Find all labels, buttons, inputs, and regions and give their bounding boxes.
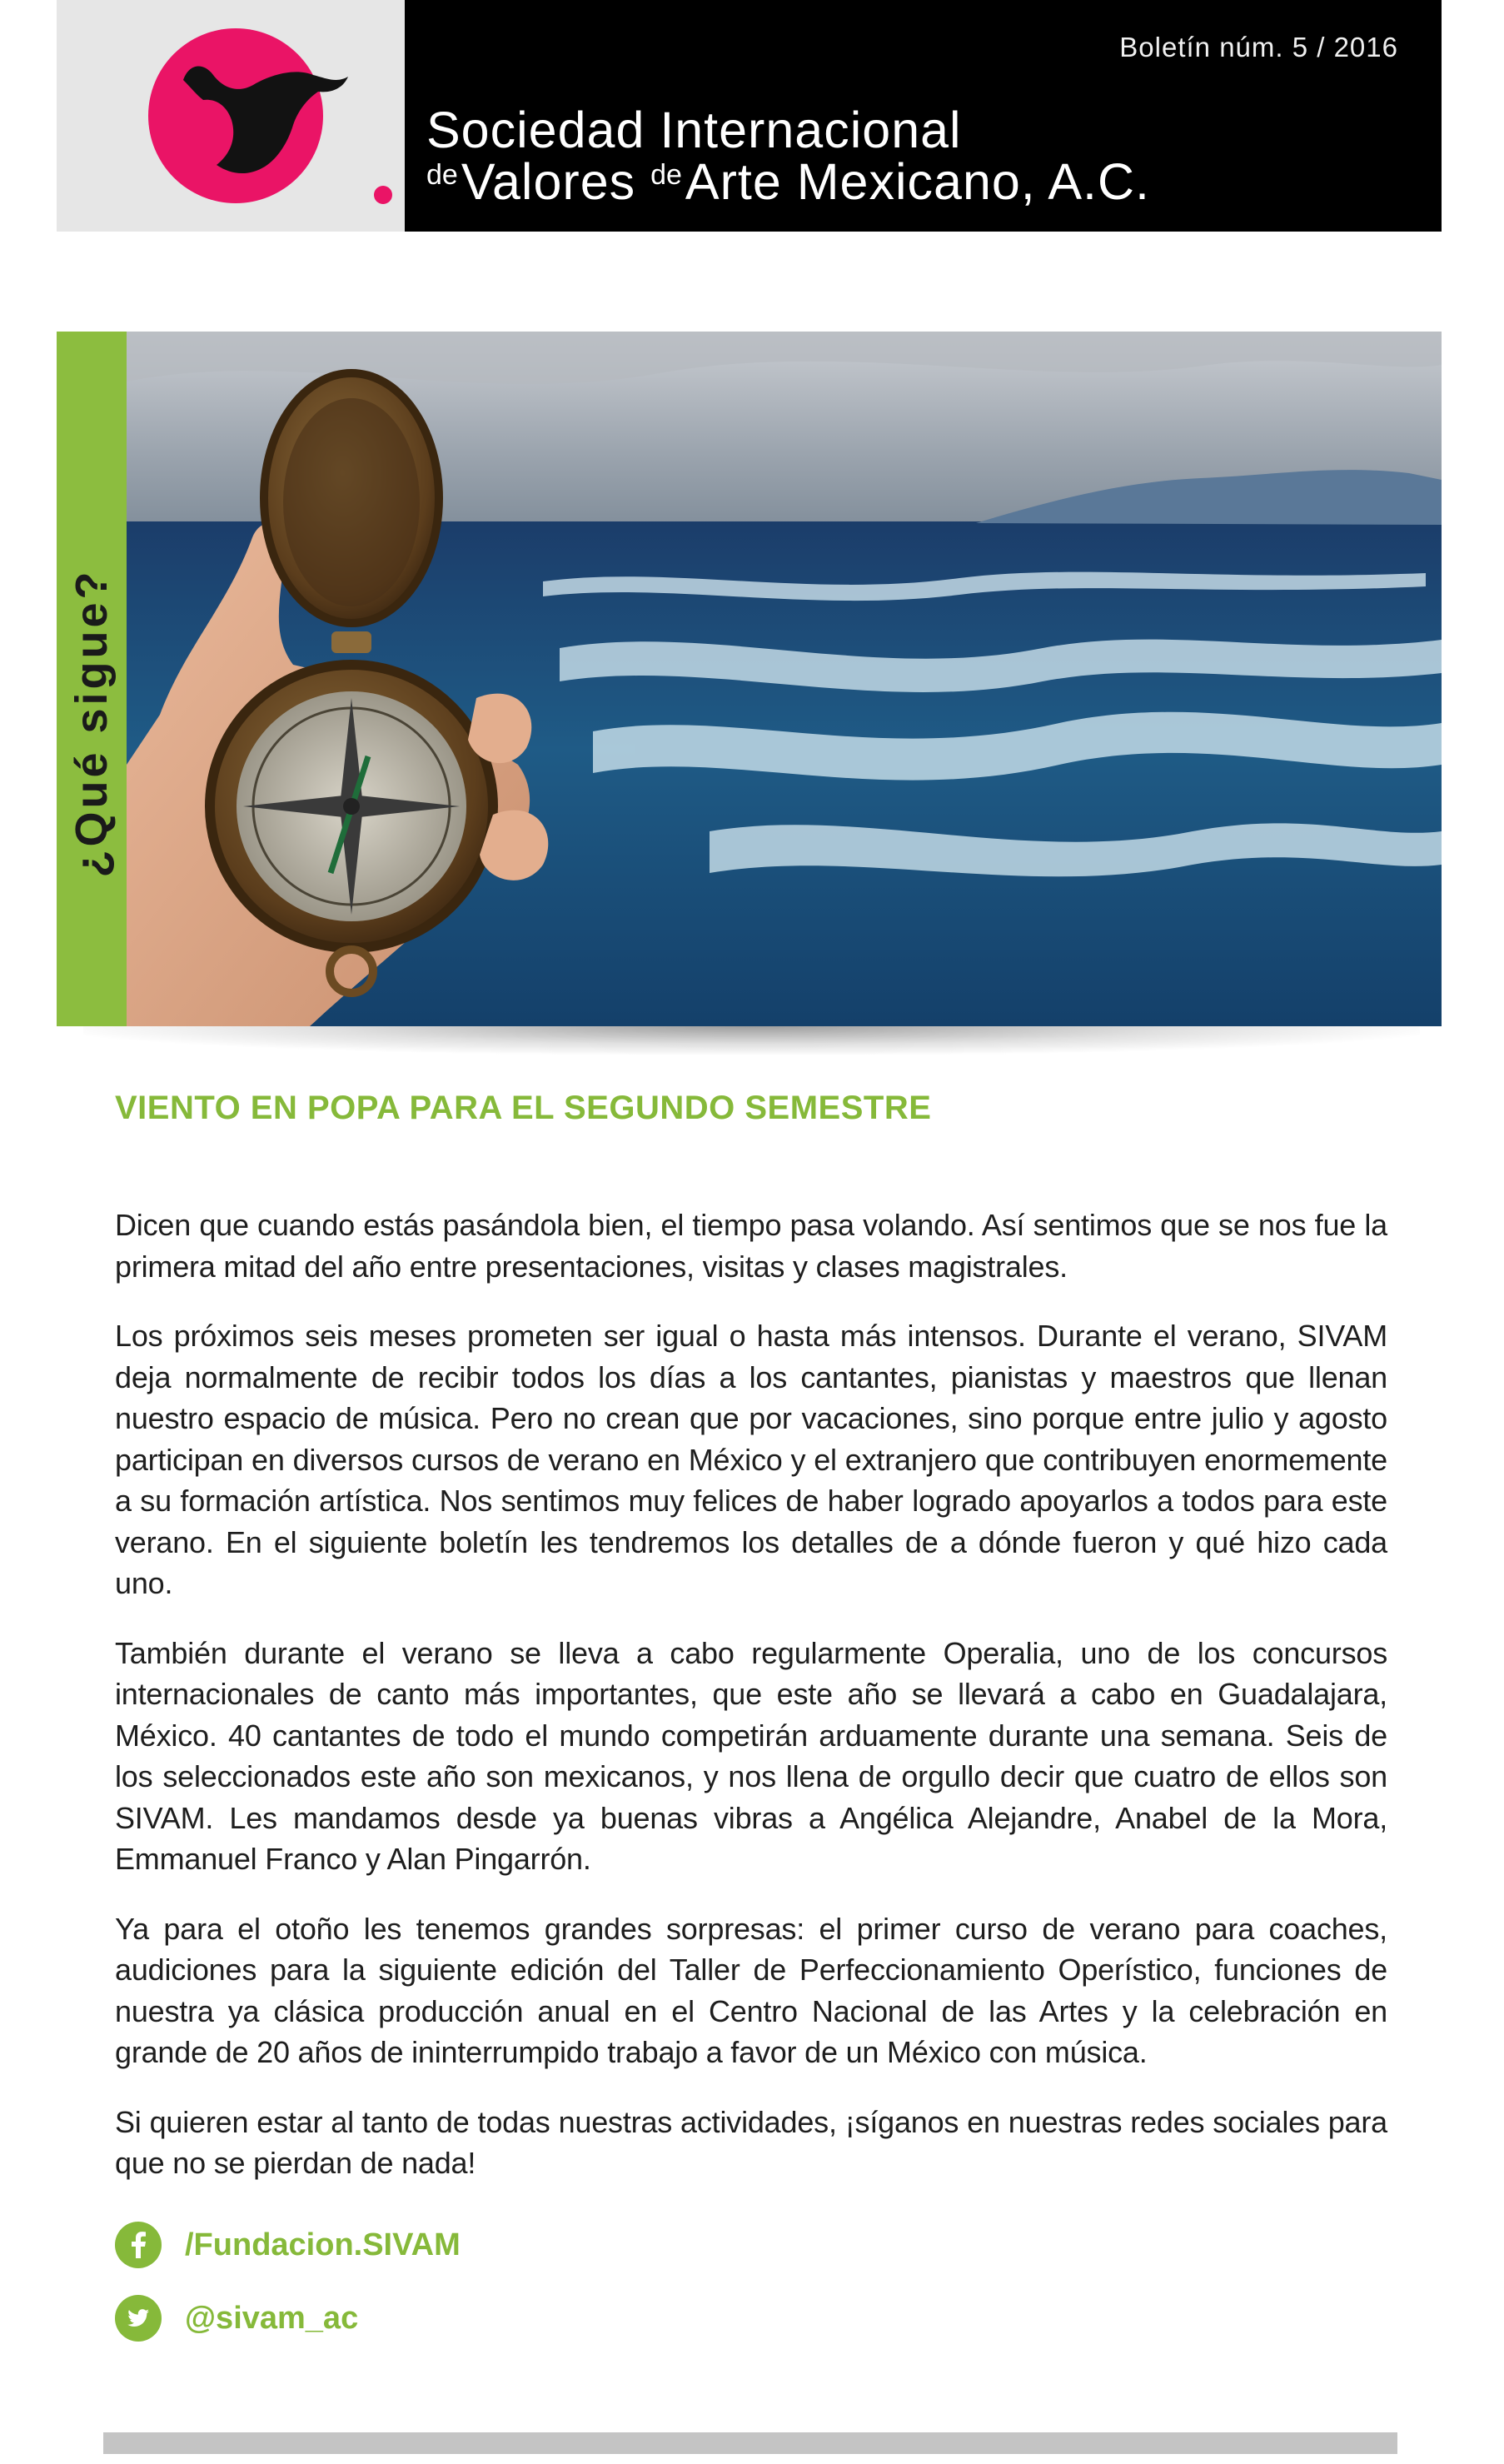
article-paragraph: También durante el verano se lleva a cabo regularmente Operalia, uno de los concursos internacionales de canto más importantes, que este año se llevará a cabo en Guadalajara, México. 40 cantantes de todo el mundo competirán arduamente durante una semana. Seis de los seleccionados este año son mexicanos, y nos llena de orgullo decir que cuatro de ellos son SIVAM. Les mandamos desde ya buenas vibras a Angélica Alejandre, Anabel de la Mora, Emmanuel Franco y Alan Pingarrón. bbox=[115, 1635, 1387, 1876]
article-paragraph: Ya para el otoño les tenemos grandes sorpresas: el primer curso de verano para coaches, audiciones para la siguiente edición del Taller de Perfeccionamiento Operístico, funciones de nuestra ya clásica producción anual en el Centro Nacional de las Artes y la celebración en grande de 20 años de ininterrumpido trabajo a favor de un México con música. bbox=[115, 1911, 1387, 2069]
article-paragraph: Si quieren estar al tanto de todas nuestras actividades, ¡síganos en nuestras redes sociales para que no se pierdan de nada! bbox=[115, 2104, 1387, 2180]
facebook-link[interactable] bbox=[115, 2222, 461, 2268]
article-headline: VIENTO EN POPA PARA EL SEGUNDO SEMESTRE bbox=[115, 1090, 932, 1126]
org-name-valores: Valores bbox=[461, 153, 636, 210]
twitter-icon[interactable] bbox=[115, 2295, 162, 2342]
org-name-de: de bbox=[650, 159, 682, 191]
facebook-icon[interactable] bbox=[115, 2222, 162, 2268]
logo-panel bbox=[57, 0, 405, 232]
twitter-link[interactable] bbox=[115, 2295, 358, 2342]
sivam-logo bbox=[140, 12, 406, 212]
footer-divider bbox=[103, 2432, 1397, 2454]
header-title-panel bbox=[405, 0, 1442, 232]
org-name-de: de bbox=[426, 159, 458, 191]
section-tab bbox=[57, 332, 127, 1026]
article-body bbox=[115, 1205, 1387, 2212]
org-name-line2 bbox=[426, 153, 1150, 210]
org-name-line1: Sociedad Internacional bbox=[426, 102, 962, 158]
hero-shadow bbox=[83, 1026, 1420, 1055]
article-paragraph: Los próximos seis meses prometen ser igual o hasta más intensos. Durante el verano, SIVAM deja normalmente de recibir todos los días a los cantantes, pianistas y maestros que llenan nuestro espacio de música. Pero no crean que por vacaciones, sino porque entre julio y agosto participan en diversos cursos de verano en México y el extranjero que contribuyen enormemente a su formación artística. Nos sentimos muy felices de haber logrado apoyarlos a todos para este verano. En el siguiente boletín les tendremos los detalles de a dónde fueron y qué hizo cada uno. bbox=[115, 1319, 1387, 1600]
bulletin-number: Boletín núm. 5 / 2016 bbox=[1119, 32, 1398, 62]
facebook-handle[interactable]: /Fundacion.SIVAM bbox=[185, 2227, 461, 2262]
twitter-handle[interactable]: @sivam_ac bbox=[185, 2300, 359, 2336]
hero-image-compass-sea bbox=[127, 332, 1442, 1026]
section-label: ¿Qué sigue? bbox=[67, 568, 117, 878]
org-name-rest: Arte Mexicano, A.C. bbox=[685, 153, 1150, 210]
hero-section bbox=[57, 332, 1442, 1026]
article-paragraph: Dicen que cuando estás pasándola bien, el tiempo pasa volando. Así sentimos que se nos fue la primera mitad del año entre presentaciones, visitas y clases magistrales. bbox=[115, 1208, 1387, 1284]
